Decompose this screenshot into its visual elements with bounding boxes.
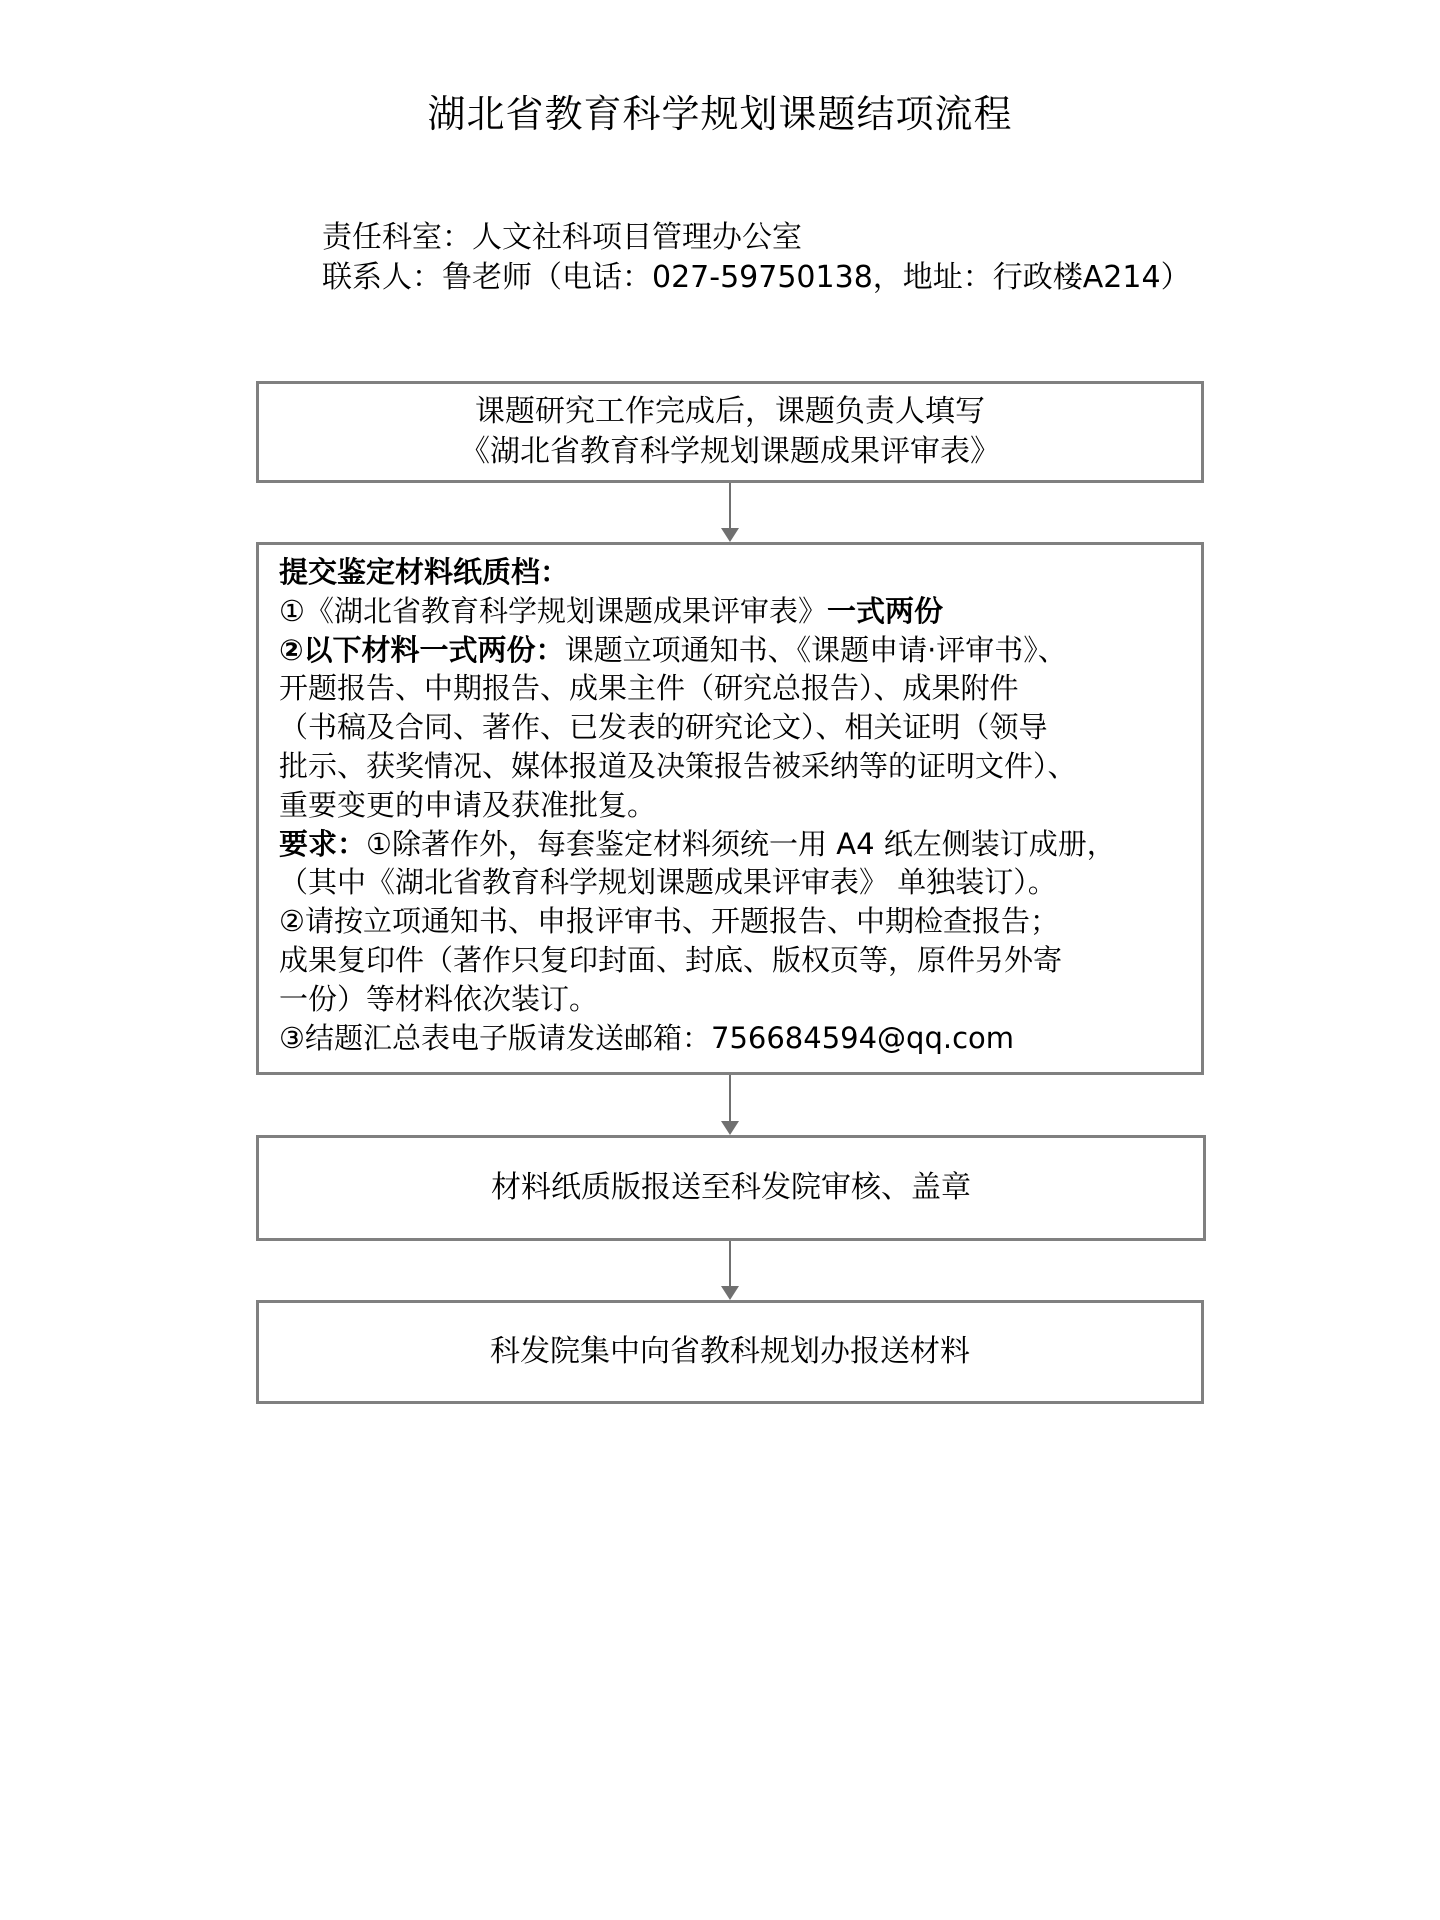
step-4-text: 科发院集中向省教科规划办报送材料 [490,1334,970,1369]
requirements-label: 要求： [279,826,367,861]
requirement-2: ②请按立项通知书、申报评审书、开题报告、中期检查报告； [279,904,1059,939]
responsible-office: 责任科室：人文社科项目管理办公室 [322,220,802,255]
arrow-down-3 [727,1241,733,1300]
item-2-bold: ②以下材料一式两份： [279,632,565,667]
item-2-cont-4: 重要变更的申请及获准批复。 [279,787,657,822]
step-3-box [256,1135,1206,1241]
arrow-down-1 [727,483,733,542]
item-1-text: ①《湖北省教育科学规划课题成果评审表》 [279,593,827,628]
item-1-bold: 一式两份 [827,593,944,628]
step-3-text: 材料纸质版报送至科发院审核、盖章 [491,1170,971,1205]
step-1-line-1: 课题研究工作完成后，课题负责人填写 [475,394,985,429]
step-1-line-2: 《湖北省教育科学规划课题成果评审表》 [460,434,1000,469]
requirement-1-cont: （其中《湖北省教育科学规划课题成果评审表》 单独装订）。 [279,865,1057,900]
item-2-cont-1: 开题报告、中期报告、成果主件（研究总报告）、成果附件 [279,671,1019,706]
requirement-1: ①除著作外，每套鉴定材料须统一用 A4 纸左侧装订成册， [366,826,1116,861]
item-2-text: 课题立项通知书、《课题申请·评审书》、 [564,632,1067,667]
contact-person: 联系人：鲁老师（电话：027-59750138，地址：行政楼A214） [322,260,1191,295]
requirement-2-cont-2: 一份）等材料依次装订。 [279,981,599,1016]
item-2-cont-2: （书稿及合同、著作、已发表的研究论文）、相关证明（领导 [279,710,1048,745]
step-1-box [256,381,1204,483]
page-title: 湖北省教育科学规划课题结项流程 [427,92,1013,136]
item-2-cont-3: 批示、获奖情况、媒体报道及决策报告被采纳等的证明文件）、 [279,748,1077,783]
arrow-down-2 [727,1075,733,1135]
step-4-box [256,1300,1204,1404]
requirement-2-cont-1: 成果复印件（著作只复印封面、封底、版权页等，原件另外寄 [279,942,1063,977]
requirement-3: ③结题汇总表电子版请发送邮箱：756684594@qq.com [279,1020,1015,1055]
step-2-box [256,542,1204,1075]
contact-info [322,218,1191,298]
step-2-heading: 提交鉴定材料纸质档： [279,555,570,589]
